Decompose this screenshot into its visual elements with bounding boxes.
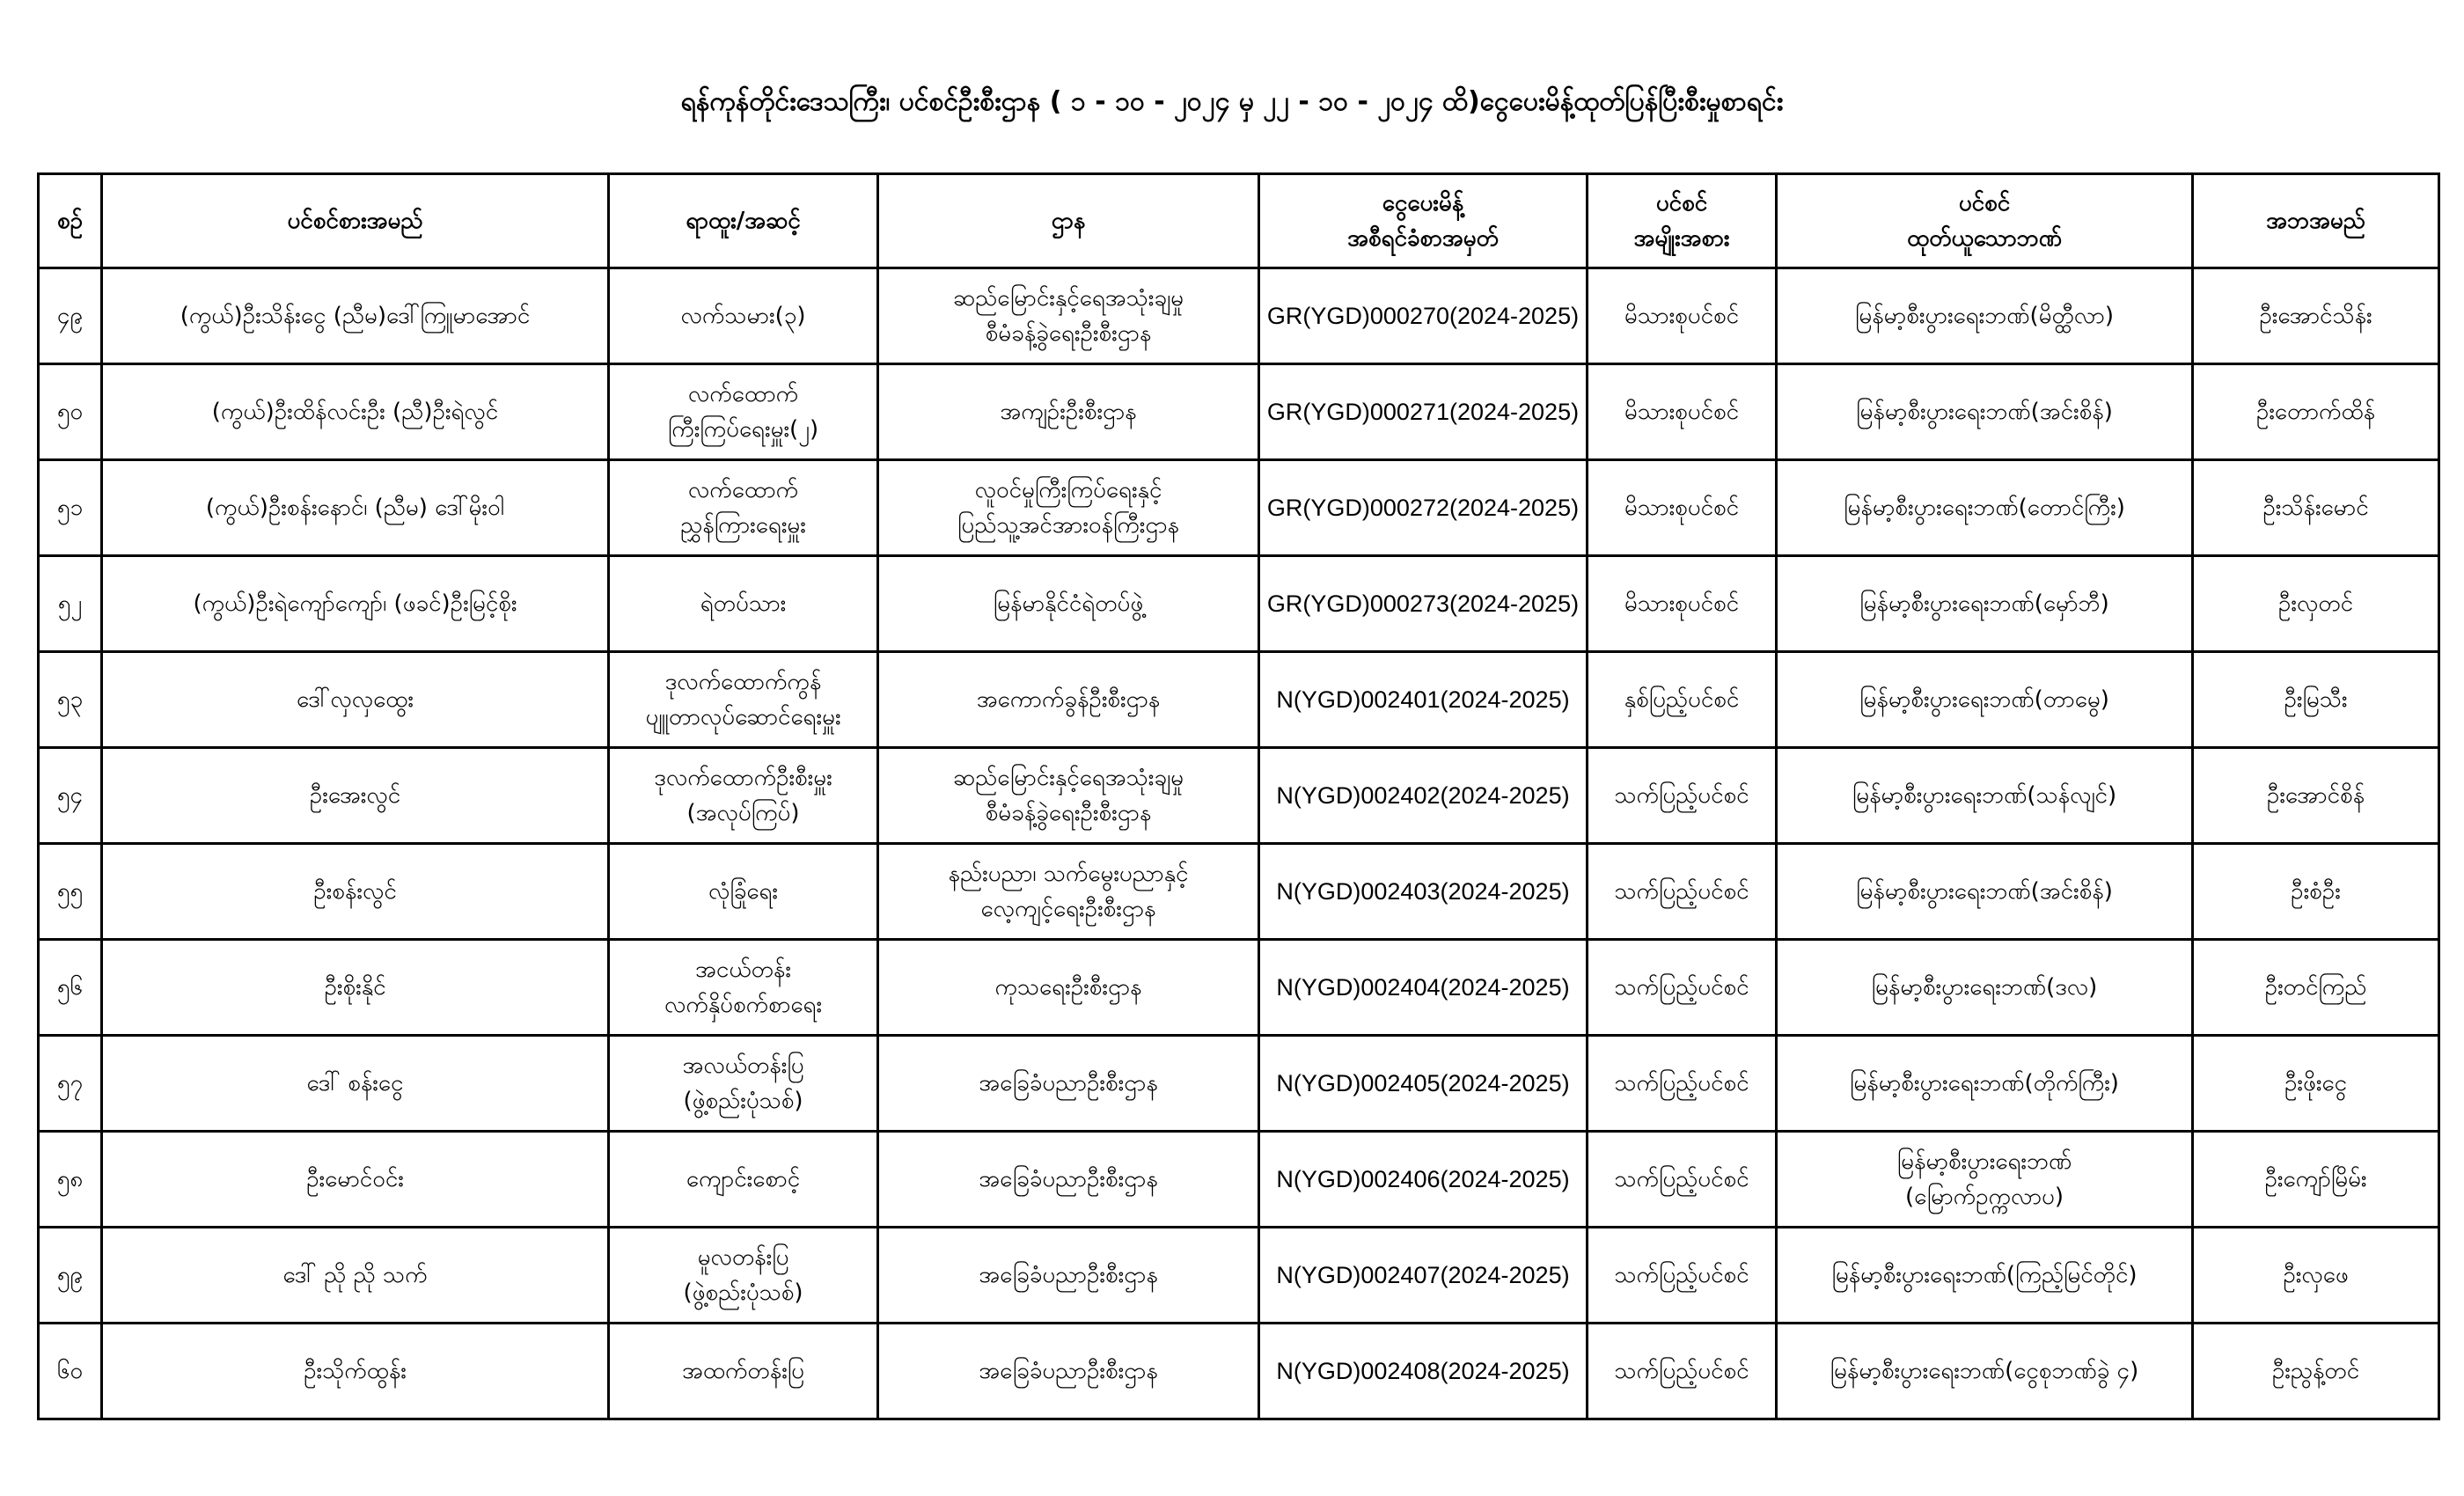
cell-bank [1777,844,2193,940]
cell-rank-text: လက်ထောက် [687,477,799,503]
cell-father [2193,940,2439,1036]
cell-no-text: ၅၀ [56,399,84,425]
cell-type-text: မိသားစုပင်စင် [1624,303,1740,329]
cell-bank [1777,268,2193,364]
cell-name [102,556,609,652]
cell-bank-text: မြန်မာ့စီးပွားရေးဘဏ်(တိုက်ကြီး) [1850,1070,2119,1096]
cell-report [1259,748,1588,844]
cell-rank-text: ရဲတပ်သား [700,590,787,617]
cell-father-text: ဦးညွန့်တင် [2271,1358,2360,1384]
cell-father-text: ဦးလှဖေ [2283,1262,2349,1288]
cell-rank [609,652,878,748]
cell-dept-text: အခြေခံပညာဦးစီးဌာန [979,1358,1158,1384]
header-line1: ရာထူး/အဆင့် [686,208,801,234]
cell-report [1259,1228,1588,1324]
cell-dept-text: အခြေခံပညာဦးစီးဌာန [979,1262,1158,1288]
cell-dept-text: စီမံခန့်ခွဲရေးဦးစီးဌာန [985,800,1152,826]
header-line2: အမျိုးအစား [1633,225,1730,252]
cell-dept [878,268,1259,364]
cell-report [1259,556,1588,652]
col-father-header [2193,174,2439,268]
cell-bank [1777,1132,2193,1228]
cell-rank-text: (အလုပ်ကြပ်) [686,800,800,826]
cell-type [1588,652,1777,748]
cell-no [39,460,102,556]
cell-rank [609,844,878,940]
cell-father-text: ဦးကျော်မြိမ်း [2264,1166,2367,1192]
cell-no [39,268,102,364]
table-row [39,748,2439,844]
pension-table [37,172,2440,1420]
cell-bank [1777,652,2193,748]
cell-father [2193,268,2439,364]
cell-no [39,1132,102,1228]
cell-name-text: ဒေါ် ညို ညို သက် [282,1262,428,1288]
cell-rank-text: (ဖွဲ့စည်းပုံသစ်) [683,1088,803,1114]
cell-no-text: ၅၁ [56,495,84,521]
cell-bank-text: မြန်မာ့စီးပွားရေးဘဏ်(အင်းစိန်) [1856,399,2113,425]
cell-name-text: ဦးအေးလွင် [309,782,401,809]
cell-father-text: ဦးဖိုးငွေ [2284,1070,2348,1096]
cell-bank [1777,460,2193,556]
cell-dept [878,940,1259,1036]
cell-type-text: သက်ပြည့်ပင်စင် [1614,974,1749,1001]
cell-rank-text: ဒုလက်ထောက်ကွန် [664,669,822,695]
cell-no [39,844,102,940]
cell-no-text: ၅၉ [56,1262,84,1288]
cell-father-text: ဦးမြသီး [2284,686,2348,713]
cell-bank-text: မြန်မာ့စီးပွားရေးဘဏ်(သန်လျင်) [1852,782,2117,809]
cell-dept-text: အကျဉ်းဦးစီးဌာန [1000,399,1137,425]
cell-father [2193,1036,2439,1132]
cell-type-text: သက်ပြည့်ပင်စင် [1614,1166,1749,1192]
cell-dept-text: အခြေခံပညာဦးစီးဌာန [979,1070,1158,1096]
table-row [39,364,2439,460]
cell-dept-text: လေ့ကျင့်ရေးဦးစီးဌာန [980,896,1156,922]
table-row [39,1228,2439,1324]
cell-report [1259,844,1588,940]
cell-father-text: ဦးတင်ကြည် [2264,974,2367,1001]
cell-dept [878,844,1259,940]
header-line1: အဘအမည် [2266,208,2365,234]
cell-bank [1777,556,2193,652]
cell-rank-text: အငယ်တန်း [695,957,791,983]
cell-father-text: ဦးအောင်သိန်း [2259,303,2372,329]
cell-name-text: (ကွယ်)ဦးစန်းနောင်၊ (ညီမ) ဒေါ်မိုးဝါ [205,495,505,521]
cell-dept [878,1036,1259,1132]
cell-rank-text: အလယ်တန်းပြ [682,1052,804,1079]
cell-rank-text: ဒုလက်ထောက်ဦးစီးမှူး [654,765,832,791]
document-title: ရန်ကုန်တိုင်းဒေသကြီး၊ ပင်စင်ဦးစီးဌာန ( ၁ - ၁၀ - ၂၀၂၄ မှ ၂၂ - ၁၀ - ၂၀၂၄ ထိ)ငွေပေးမိန့်ထုတ်ပြန်ပြီးစီးမှုစာရင်း [680,86,1784,117]
cell-type [1588,940,1777,1036]
cell-dept-text: ဆည်မြောင်းနှင့်ရေအသုံးချမှု [953,765,1184,791]
header-line1: ဌာန [1051,208,1086,234]
cell-name-text: (ကွယ်)ဦးသိန်းငွေ (ညီမ)ဒေါ်ကြူမာအောင် [180,303,531,329]
cell-bank-text: မြန်မာ့စီးပွားရေးဘဏ်(တောင်ကြီး) [1844,495,2125,521]
cell-type-text: သက်ပြည့်ပင်စင် [1614,1262,1749,1288]
cell-dept [878,652,1259,748]
cell-father-text: ဦးလှတင် [2277,590,2354,617]
cell-rank [609,1036,878,1132]
cell-dept [878,556,1259,652]
cell-report [1259,364,1588,460]
cell-father [2193,844,2439,940]
cell-bank-text: မြန်မာ့စီးပွားရေးဘဏ်(တာမွေ) [1859,686,2109,713]
cell-rank [609,268,878,364]
cell-father [2193,1228,2439,1324]
cell-name [102,1324,609,1419]
cell-name-text: (ကွယ်)ဦးထိန်လင်းဦး (ညီ)ဦးရဲလွင် [211,399,499,425]
cell-report-text: GR(YGD)000273(2024-2025) [1266,590,1580,617]
cell-report [1259,652,1588,748]
cell-rank-text: မူလတန်းပြ [697,1244,789,1271]
cell-rank-text: ကျောင်းစောင့် [686,1166,801,1192]
table-row [39,652,2439,748]
cell-type [1588,460,1777,556]
cell-report [1259,1132,1588,1228]
cell-bank [1777,1324,2193,1419]
cell-no [39,1036,102,1132]
cell-rank-text: ကြီးကြပ်ရေးမှူး(၂) [667,416,819,443]
col-no-header [39,174,102,268]
cell-father [2193,652,2439,748]
cell-father [2193,1324,2439,1419]
cell-dept-text: နည်းပညာ၊ သက်မွေးပညာနှင့် [948,861,1189,887]
cell-no [39,1228,102,1324]
cell-dept-text: ကုသရေးဦးစီးဌာန [994,974,1142,1001]
cell-dept-text: ပြည်သူ့အင်အားဝန်ကြီးဌာန [957,512,1179,539]
cell-dept-text: အခြေခံပညာဦးစီးဌာန [979,1166,1158,1192]
cell-report-text: N(YGD)002403(2024-2025) [1276,878,1570,905]
cell-rank-text: လက်သမား(၃) [680,303,806,329]
cell-bank-text: မြန်မာ့စီးပွားရေးဘဏ်(အင်းစိန်) [1856,878,2113,905]
col-name-header [102,174,609,268]
header-line1: ပင်စင် [1958,190,2011,216]
table-row [39,460,2439,556]
cell-no [39,364,102,460]
cell-father-text: ဦးတောက်ထိန် [2255,399,2376,425]
table-row [39,940,2439,1036]
cell-type [1588,1324,1777,1419]
cell-rank-text: အထက်တန်းပြ [681,1358,804,1384]
cell-type [1588,268,1777,364]
table-row [39,268,2439,364]
cell-father [2193,460,2439,556]
cell-dept [878,460,1259,556]
cell-no-text: ၅၅ [56,878,84,905]
cell-report [1259,268,1588,364]
cell-type [1588,1228,1777,1324]
cell-rank [609,940,878,1036]
cell-father-text: ဦးသိန်းမောင် [2262,495,2369,521]
cell-rank [609,1228,878,1324]
cell-no [39,940,102,1036]
cell-bank-text: (မြောက်ဥက္ကလာပ) [1904,1184,2064,1210]
cell-father [2193,556,2439,652]
cell-name [102,1132,609,1228]
cell-name [102,1036,609,1132]
cell-report [1259,1324,1588,1419]
cell-type-text: မိသားစုပင်စင် [1624,590,1740,617]
cell-name-text: ဦးသိုက်ထွန်း [304,1358,407,1384]
cell-report-text: GR(YGD)000271(2024-2025) [1266,399,1580,425]
cell-no [39,652,102,748]
cell-report [1259,940,1588,1036]
cell-bank [1777,1036,2193,1132]
cell-type-text: သက်ပြည့်ပင်စင် [1614,1358,1749,1384]
cell-rank-text: လက်နှိပ်စက်စာရေး [664,992,823,1018]
cell-dept [878,364,1259,460]
cell-report [1259,460,1588,556]
cell-name-text: ဦးမောင်ဝင်း [306,1166,404,1192]
cell-father [2193,748,2439,844]
col-dept-header [878,174,1259,268]
cell-rank [609,1324,878,1419]
cell-father-text: ဦးစံဦး [2291,878,2341,905]
cell-dept-text: ဆည်မြောင်းနှင့်ရေအသုံးချမှု [953,285,1184,312]
col-report-header [1259,174,1588,268]
cell-rank [609,556,878,652]
cell-name [102,940,609,1036]
cell-report-text: GR(YGD)000272(2024-2025) [1266,495,1580,521]
cell-report-text: N(YGD)002404(2024-2025) [1276,974,1570,1001]
cell-dept [878,748,1259,844]
header-line1: ပင်စင် [1655,190,1708,216]
cell-no-text: ၅၃ [56,686,84,713]
cell-father [2193,1132,2439,1228]
table-body [39,268,2439,1419]
cell-type [1588,556,1777,652]
cell-bank-text: မြန်မာ့စီးပွားရေးဘဏ်(မိတ္ထီလာ) [1855,303,2114,329]
header-line1: စဉ် [56,208,84,234]
cell-no [39,1324,102,1419]
cell-father-text: ဦးအောင်စိန် [2266,782,2365,809]
cell-report [1259,1036,1588,1132]
cell-bank-text: မြန်မာ့စီးပွားရေးဘဏ် [1896,1148,2072,1175]
cell-dept-text: အကောက်ခွန်ဦးစီးဌာန [976,686,1161,713]
header-line2: ထုတ်ယူသောဘဏ် [1907,225,2062,252]
header-line2: အစီရင်ခံစာအမှတ် [1347,225,1499,252]
header-line1: ပင်စင်စားအမည် [287,208,423,234]
cell-rank-text: (ဖွဲ့စည်းပုံသစ်) [683,1280,803,1306]
cell-dept [878,1228,1259,1324]
cell-dept [878,1324,1259,1419]
cell-bank-text: မြန်မာ့စီးပွားရေးဘဏ်(ကြည့်မြင်တိုင်) [1831,1262,2138,1288]
table-row [39,556,2439,652]
cell-name [102,268,609,364]
cell-rank-text: လုံခြုံရေး [708,878,778,905]
cell-type-text: သက်ပြည့်ပင်စင် [1614,1070,1749,1096]
cell-name-text: ဒေါ် စန်းငွေ [306,1070,404,1096]
cell-type [1588,1036,1777,1132]
cell-name-text: ဒေါ်လှလှထွေး [297,686,414,713]
cell-bank [1777,748,2193,844]
cell-father [2193,364,2439,460]
cell-name-text: ဦးစိုးနိုင် [324,974,386,1001]
cell-dept-text: မြန်မာနိုင်ငံရဲတပ်ဖွဲ့ [993,590,1144,617]
cell-type-text: မိသားစုပင်စင် [1624,399,1740,425]
cell-type [1588,364,1777,460]
cell-no [39,748,102,844]
cell-no-text: ၅၄ [56,782,84,809]
cell-dept-text: လူဝင်မှုကြီးကြပ်ရေးနှင့် [974,477,1162,503]
cell-report-text: N(YGD)002405(2024-2025) [1276,1070,1570,1096]
table-row [39,1036,2439,1132]
cell-rank [609,364,878,460]
table-row [39,844,2439,940]
cell-rank [609,748,878,844]
col-rank-header [609,174,878,268]
cell-bank-text: မြန်မာ့စီးပွားရေးဘဏ်(ဒလ) [1871,974,2098,1001]
cell-type [1588,1132,1777,1228]
cell-dept-text: စီမံခန့်ခွဲရေးဦးစီးဌာန [985,320,1152,347]
cell-name-text: ဦးစန်းလွင် [313,878,397,905]
cell-report-text: N(YGD)002406(2024-2025) [1276,1166,1570,1192]
cell-rank [609,460,878,556]
cell-name [102,460,609,556]
table-header-row [39,174,2439,268]
col-type-header [1588,174,1777,268]
cell-no-text: ၅၇ [56,1070,84,1096]
cell-type [1588,844,1777,940]
cell-no-text: ၅၈ [56,1166,84,1192]
cell-report-text: N(YGD)002401(2024-2025) [1276,686,1570,713]
cell-name [102,1228,609,1324]
cell-rank-text: ပျူတာလုပ်ဆောင်ရေးမှူး [645,704,841,730]
cell-no-text: ၆၀ [56,1358,84,1384]
cell-report-text: N(YGD)002402(2024-2025) [1276,782,1570,809]
cell-type-text: သက်ပြည့်ပင်စင် [1614,878,1749,905]
cell-report-text: N(YGD)002408(2024-2025) [1276,1358,1570,1384]
col-bank-header [1777,174,2193,268]
cell-rank-text: ညွှန်ကြားရေးမှူး [680,512,806,539]
cell-no [39,556,102,652]
cell-type-text: နှစ်ပြည့်ပင်စင် [1624,686,1740,713]
cell-bank [1777,940,2193,1036]
cell-bank-text: မြန်မာ့စီးပွားရေးဘဏ်(မှော်ဘီ) [1859,590,2109,617]
cell-name [102,748,609,844]
cell-type [1588,748,1777,844]
table-row [39,1324,2439,1419]
cell-bank [1777,1228,2193,1324]
header-line1: ငွေပေးမိန့် [1382,190,1464,216]
cell-report-text: GR(YGD)000270(2024-2025) [1266,303,1580,329]
cell-bank [1777,364,2193,460]
cell-name [102,844,609,940]
cell-no-text: ၅၆ [56,974,84,1001]
cell-no-text: ၄၉ [56,303,84,329]
cell-name [102,364,609,460]
cell-rank [609,1132,878,1228]
cell-type-text: သက်ပြည့်ပင်စင် [1614,782,1749,809]
cell-report-text: N(YGD)002407(2024-2025) [1276,1262,1570,1288]
cell-name-text: (ကွယ်)ဦးရဲကျော်ကျော်၊ (ဖခင်)ဦးမြင့်စိုး [193,590,517,617]
cell-name [102,652,609,748]
cell-no-text: ၅၂ [57,590,83,617]
table-row [39,1132,2439,1228]
cell-rank-text: လက်ထောက် [687,381,799,407]
cell-bank-text: မြန်မာ့စီးပွားရေးဘဏ်(ငွေစုဘဏ်ခွဲ ၄) [1830,1358,2139,1384]
cell-dept [878,1132,1259,1228]
cell-type-text: မိသားစုပင်စင် [1624,495,1740,521]
